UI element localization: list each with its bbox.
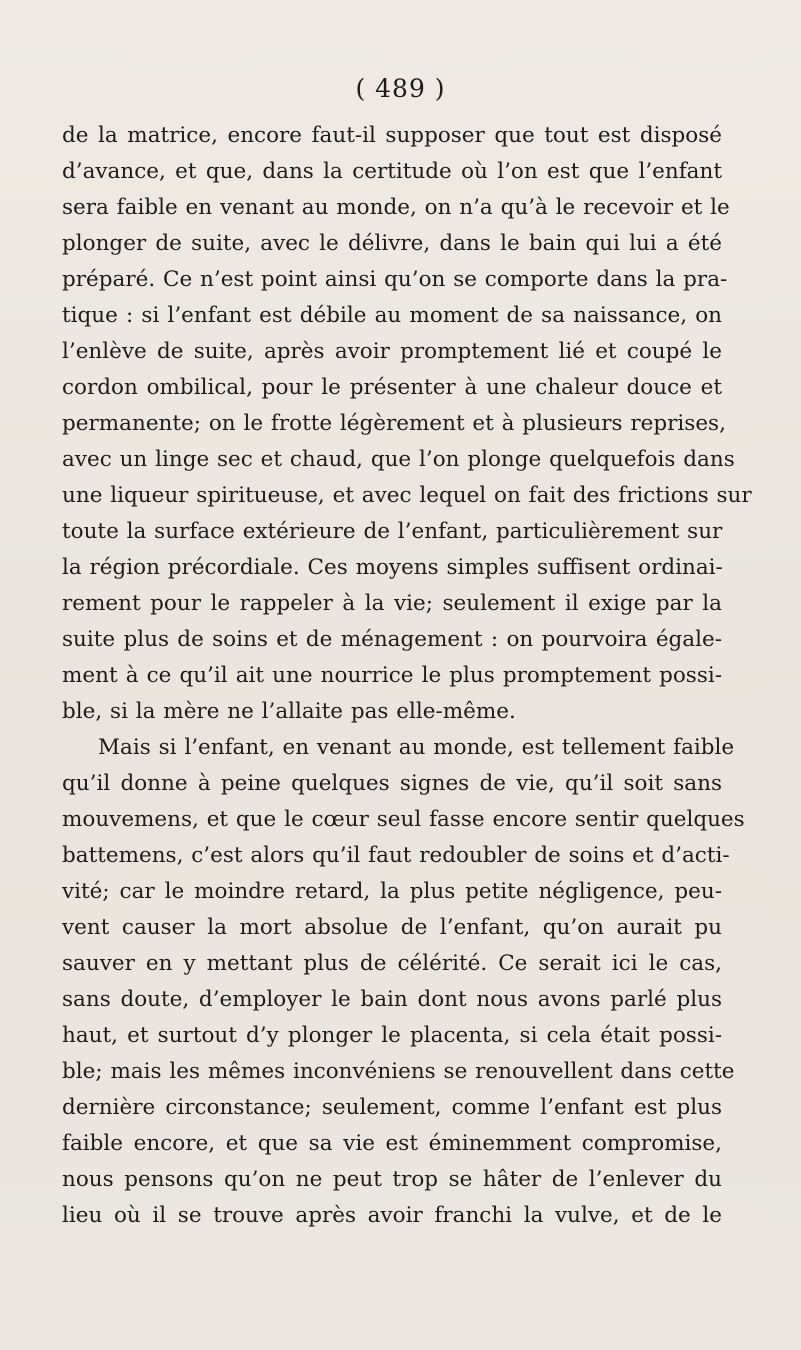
text-line: nous pensons qu’on ne peut trop se hâter de l’enlever du xyxy=(62,1167,722,1192)
text-line: d’avance, et que, dans la certitude où l’on est que l’enfant xyxy=(62,159,722,184)
text-line: une liqueur spiritueuse, et avec lequel on fait des frictions sur xyxy=(62,483,752,508)
text-line: sans doute, d’employer le bain dont nous avons parlé plus xyxy=(62,987,722,1012)
text-line: vité; car le moindre retard, la plus petite négligence, peu- xyxy=(62,879,722,904)
text-line: vent causer la mort absolue de l’enfant, qu’on aurait pu xyxy=(62,915,722,940)
text-line: avec un linge sec et chaud, que l’on plonge quelquefois dans xyxy=(62,447,735,472)
text-line: sauver en y mettant plus de célérité. Ce serait ici le cas, xyxy=(62,951,722,976)
text-line: plonger de suite, avec le délivre, dans le bain qui lui a été xyxy=(62,231,722,256)
text-line: ble, si la mère ne l’allaite pas elle-même. xyxy=(62,699,516,724)
text-line: tique : si l’enfant est débile au moment de sa naissance, on xyxy=(62,303,722,328)
page-number: ( 489 ) xyxy=(355,74,446,103)
text-line: ble; mais les mêmes inconvéniens se renouvellent dans cette xyxy=(62,1059,735,1084)
text-line: ment à ce qu’il ait une nourrice le plus promptement possi- xyxy=(62,663,722,688)
text-line: qu’il donne à peine quelques signes de vie, qu’il soit sans xyxy=(62,771,722,796)
text-line: la région précordiale. Ces moyens simples suffisent ordinai- xyxy=(62,555,723,580)
text-line: rement pour le rappeler à la vie; seulement il exige par la xyxy=(62,591,722,616)
text-line: sera faible en venant au monde, on n’a qu’à le recevoir et le xyxy=(62,195,730,220)
text-line: permanente; on le frotte légèrement et à plusieurs reprises, xyxy=(62,411,726,436)
text-line: de la matrice, encore faut-il supposer que tout est disposé xyxy=(62,123,722,148)
text-line: haut, et surtout d’y plonger le placenta, si cela était possi- xyxy=(62,1023,722,1048)
text-line: suite plus de soins et de ménagement : on pourvoira égale- xyxy=(62,627,722,652)
text-line: lieu où il se trouve après avoir franchi la vulve, et de le xyxy=(62,1203,722,1228)
text-line: faible encore, et que sa vie est éminemment compromise, xyxy=(62,1131,722,1156)
text-line: l’enlève de suite, après avoir promptement lié et coupé le xyxy=(62,339,722,364)
text-line: mouvemens, et que le cœur seul fasse encore sentir quelques xyxy=(62,807,745,832)
text-line: battemens, c’est alors qu’il faut redoubler de soins et d’acti- xyxy=(62,843,730,868)
text-line: cordon ombilical, pour le présenter à une chaleur douce et xyxy=(62,375,722,400)
text-line: Mais si l’enfant, en venant au monde, est tellement faible xyxy=(98,735,735,760)
text-line: dernière circonstance; seulement, comme l’enfant est plus xyxy=(62,1095,722,1120)
text-line: toute la surface extérieure de l’enfant, particulièrement sur xyxy=(62,519,723,544)
text-line: préparé. Ce n’est point ainsi qu’on se comporte dans la pra- xyxy=(62,267,728,292)
